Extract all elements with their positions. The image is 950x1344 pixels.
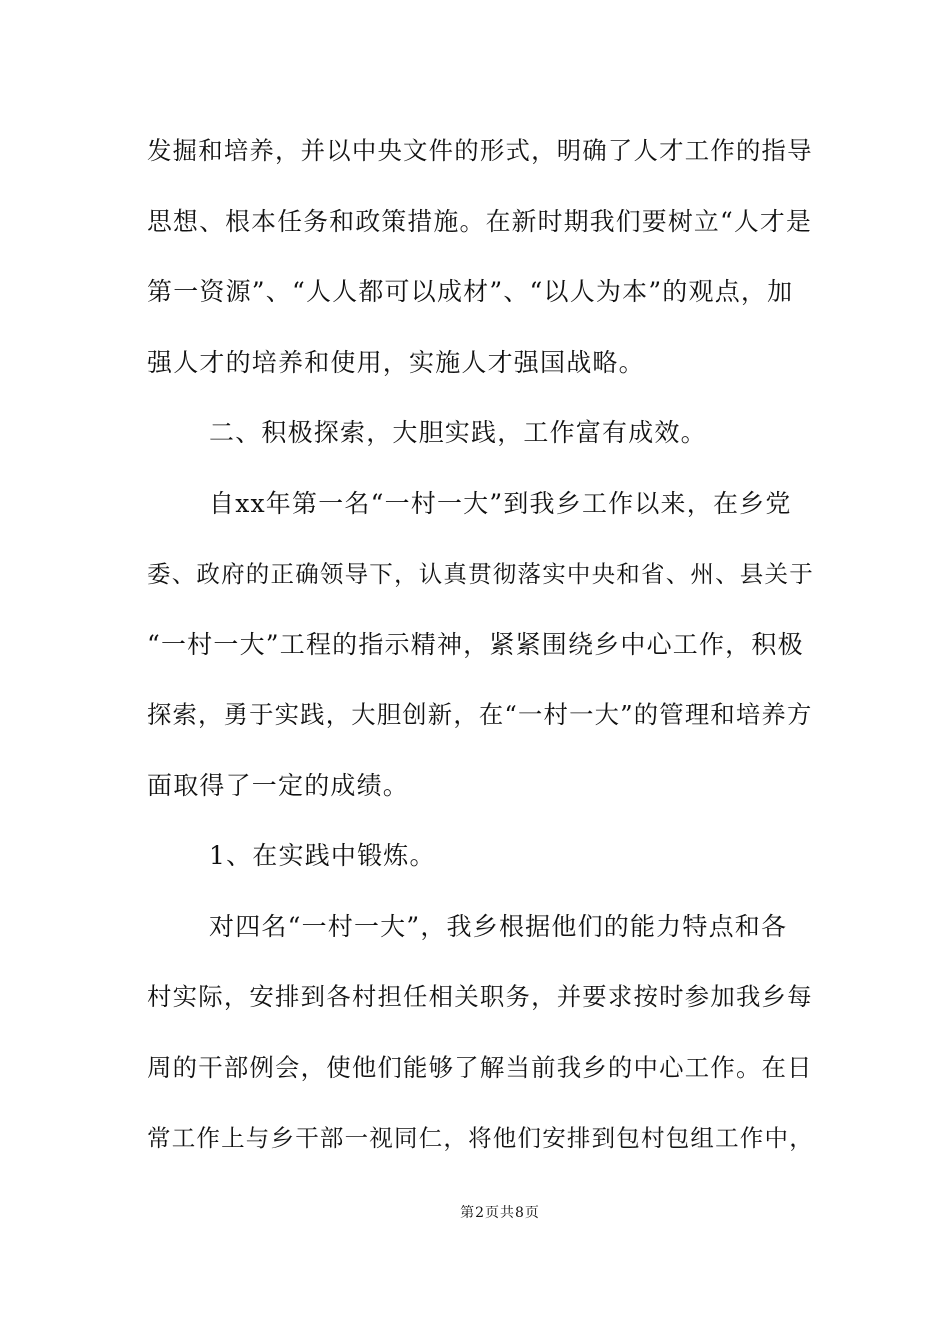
text-line: 强人才的培养和使用，实施人才强国战略。 <box>147 347 645 377</box>
text-line: 常工作上与乡干部一视同仁，将他们安排到包村包组工作中， <box>147 1124 814 1152</box>
text-line: 委、政府的正确领导下，认真贯彻落实中央和省、州、县关于 <box>147 560 814 588</box>
text-line: 发掘和培养，并以中央文件的形式，明确了人才工作的指导 <box>147 136 813 165</box>
text-line: 村实际，安排到各村担任相关职务，并要求按时参加我乡每 <box>147 982 813 1011</box>
page-number-footer: 第2页共8页 <box>460 1205 540 1221</box>
text-line: 面取得了一定的成绩。 <box>147 770 410 800</box>
document-body <box>147 128 812 1186</box>
text-line: 1、在实践中锻炼。 <box>209 841 436 870</box>
text-line: 第一资源”、“人人都可以成材”、“以人为本”的观点，加 <box>147 277 794 306</box>
text-line: 探索，勇于实践，大胆创新，在“一村一大”的管理和培养方 <box>147 700 813 729</box>
text-line: 二、积极探索，大胆实践，工作富有成效。 <box>209 418 707 447</box>
text-line: 思想、根本任务和政策措施。在新时期我们要树立“人才是 <box>147 206 812 236</box>
text-line: “一村一大”工程的指示精神，紧紧围绕乡中心工作，积极 <box>147 629 804 659</box>
text-line: 周的干部例会，使他们能够了解当前我乡的中心工作。在日 <box>147 1052 813 1082</box>
text-line: 自xx年第一名“一村一大”到我乡工作以来，在乡党 <box>209 488 792 518</box>
text-line: 对四名“一村一大”，我乡根据他们的能力特点和各 <box>209 911 788 941</box>
